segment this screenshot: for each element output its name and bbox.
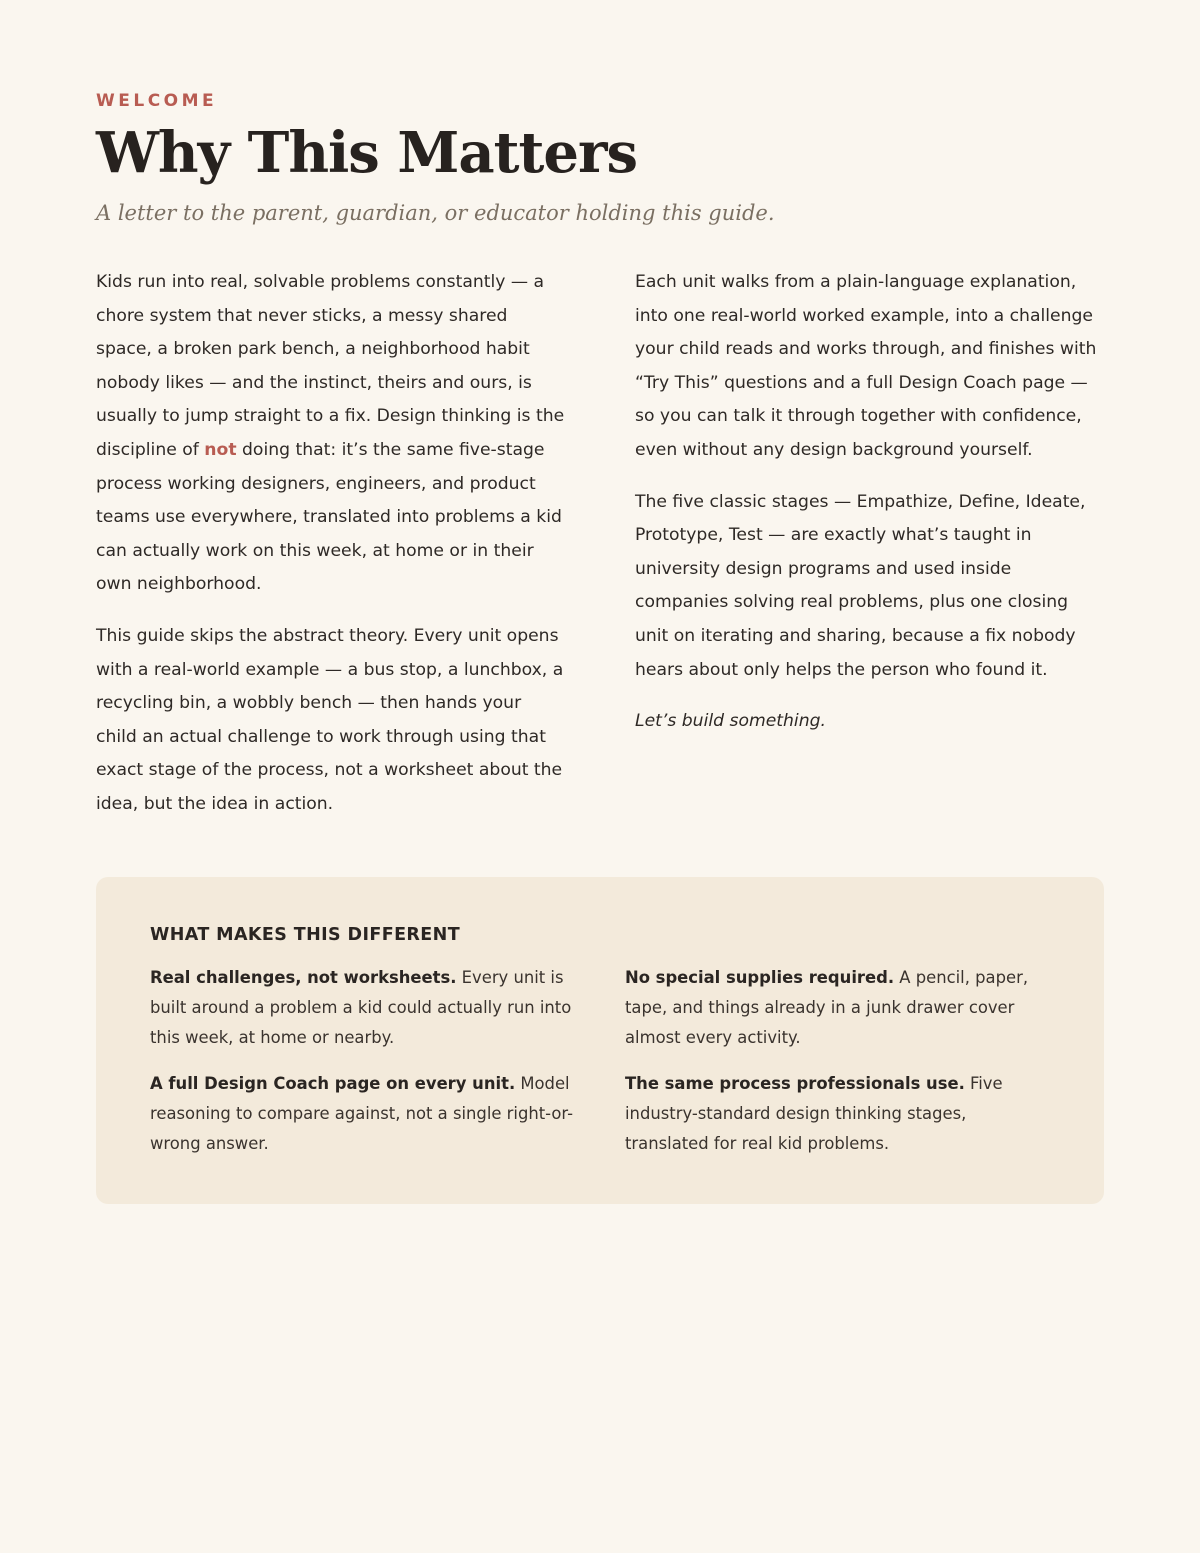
feature-item [150, 963, 575, 1053]
feature-lead: Real challenges, not worksheets. [150, 968, 457, 987]
feature-item [150, 1069, 575, 1159]
right-paragraph-1: Each unit walks from a plain-language explanation, into one real-world worked example, into a challenge your child reads and works through, and finishes with “Try This” questions and a full Design Coach page — so you can talk it through together with confidence, even without any design background yourself. [635, 272, 1097, 460]
feature-grid [150, 963, 1050, 1159]
signoff: Let’s build something. [635, 711, 826, 732]
section-eyebrow: WELCOME [96, 91, 218, 111]
feature-text: Five industry-standard design thinking stages, translated for real kid problems. [625, 1074, 1003, 1153]
feature-text: Every unit is built around a problem a kid could actually run into this week, at home or nearby. [150, 968, 572, 1047]
right-paragraph-2: The five classic stages — Empathize, Define, Ideate, Prototype, Test — are exactly what’s taught in university design programs and used inside companies solving real problems, plus one closing unit on iterating and sharing, because a fix nobody hears about only helps the person who found it. [635, 491, 1086, 680]
feature-lead: The same process professionals use. [625, 1074, 965, 1093]
feature-item [625, 963, 1050, 1053]
page-title: Why This Matters [96, 120, 637, 186]
feature-text: Model reasoning to compare against, not a single right-or-wrong answer. [150, 1074, 574, 1153]
feature-lead: No special supplies required. [625, 968, 895, 987]
feature-item [625, 1069, 1050, 1159]
page-subtitle: A letter to the parent, guardian, or educator holding this guide. [96, 201, 775, 225]
left-paragraph-2: This guide skips the abstract theory. Every unit opens with a real-world example — a bus stop, a lunchbox, a recycling bin, a wobbly bench — then hands your child an actual challenge to work through using that exact stage of the process, not a worksheet about the idea, but the idea in action. [96, 625, 564, 814]
right-column [635, 266, 1104, 840]
left-p1-text-after: doing that: it’s the same five-stage process working designers, engineers, and product teams use everywhere, translated into problems a kid can actually work on this week, at home or in their own neighborhood. [96, 439, 562, 595]
letter-columns [96, 266, 1104, 840]
emphasis-not: not [204, 439, 237, 460]
left-paragraph-1 [96, 266, 565, 602]
callout-heading: WHAT MAKES THIS DIFFERENT [150, 925, 461, 945]
callout-box [96, 877, 1104, 1204]
feature-text: A pencil, paper, tape, and things already in a junk drawer cover almost every activity. [625, 968, 1029, 1047]
feature-lead: A full Design Coach page on every unit. [150, 1074, 516, 1093]
left-column [96, 266, 565, 840]
left-p1-text-before: Kids run into real, solvable problems constantly — a chore system that never sticks, a messy shared space, a broken park bench, a neighborhood habit nobody likes — and the instinct, theirs and ours, is usually to jump straight to a fix. Design thinking is the discipline of [96, 272, 565, 460]
